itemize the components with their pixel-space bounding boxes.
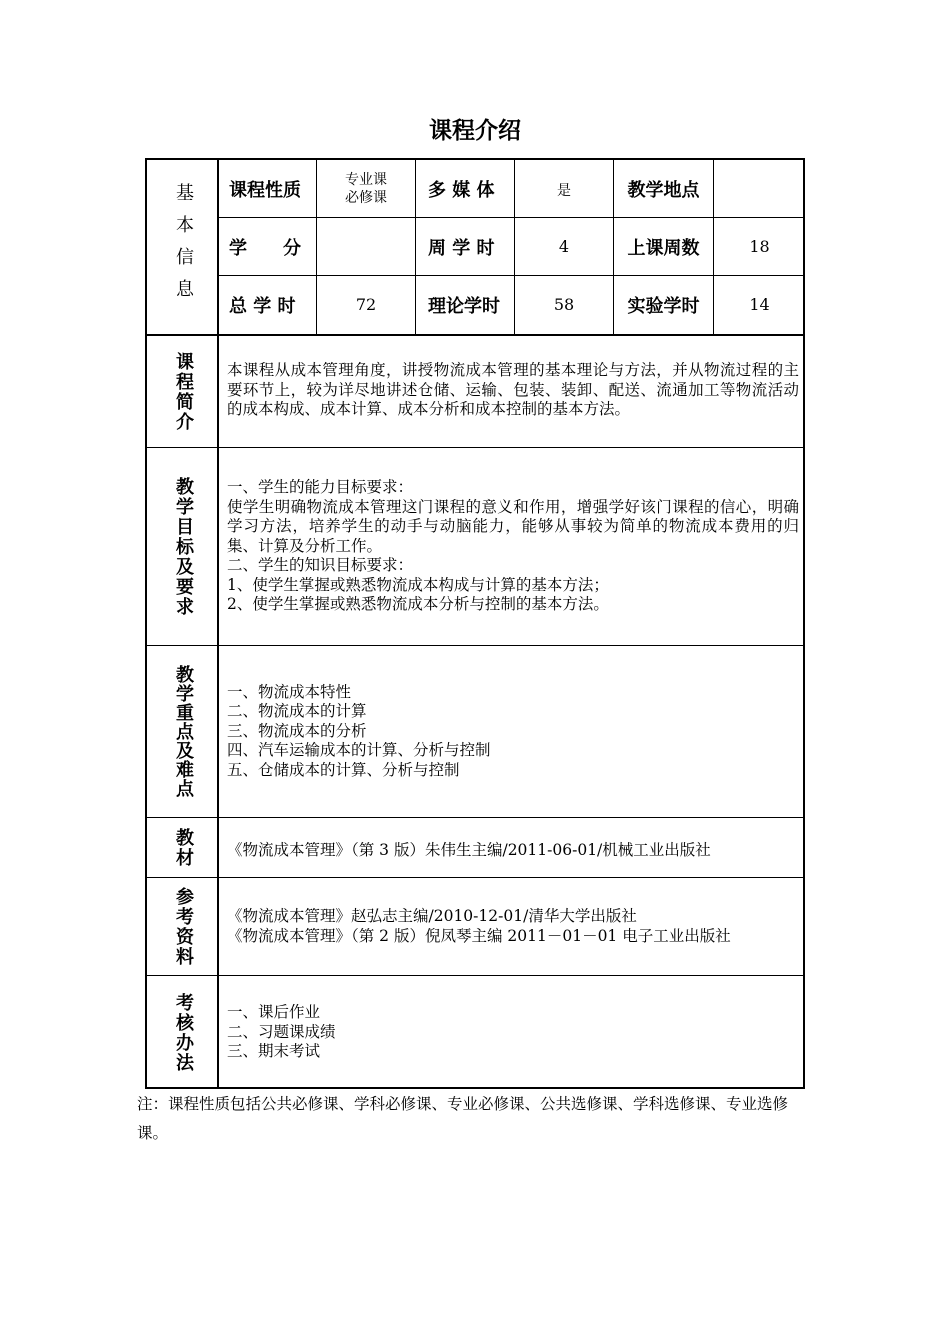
goals-line: 2、使学生掌握或熟悉物流成本分析与控制的基本方法。 [227, 595, 609, 614]
goals-line: 1、使学生掌握或熟悉物流成本构成与计算的基本方法； [227, 575, 609, 594]
references-label [147, 878, 219, 975]
goals-line: 二、学生的知识目标要求： [227, 556, 414, 575]
basic-info-label-text: 基本信息 [173, 183, 194, 311]
course-type-label: 课程性质 [229, 179, 301, 201]
assessment-line: 二、习题课成绩 [227, 1022, 336, 1041]
textbook-line: 《物流成本管理》（第 3 版）朱伟生主编/2011-06-01/机械工业出版社 [227, 840, 711, 859]
course-type-value [317, 160, 415, 217]
goals-text [227, 448, 799, 645]
weeks-label: 上课周数 [627, 237, 700, 259]
location-value [714, 160, 805, 217]
weeks-value: 18 [749, 236, 770, 256]
multimedia-value: 是 [557, 182, 571, 199]
weekly-hours-label: 周 学 时 [428, 237, 495, 259]
goals-label [147, 448, 219, 645]
intro-text [227, 336, 799, 447]
key-points-line: 三、物流成本的分析 [227, 721, 367, 740]
assessment-label-text: 考核办法 [173, 992, 194, 1073]
key-points-line: 一、物流成本特性 [227, 682, 352, 701]
credit-value [317, 218, 415, 275]
location-label: 教学地点 [627, 179, 700, 201]
assessment-line: 一、课后作业 [227, 1003, 321, 1022]
course-info-table [145, 158, 805, 1089]
references-label-text: 参考资料 [173, 886, 194, 967]
references-line: 《物流成本管理》赵弘志主编/2010-12-01/清华大学出版社 [227, 907, 637, 925]
key-points-label-text: 教学重点及难点 [173, 665, 194, 798]
intro-label [147, 336, 219, 447]
references-line: 《物流成本管理》（第 2 版）倪凤琴主编 2011－01－01 电子工业出版社 [227, 926, 731, 945]
key-points-text [227, 646, 797, 817]
theory-hours-label: 理论学时 [428, 296, 500, 317]
course-type-value-line1: 专业课 [345, 171, 387, 188]
lab-hours-label: 实验学时 [627, 296, 700, 317]
total-hours-label: 总 学 时 [229, 296, 296, 317]
weekly-hours-value: 4 [558, 236, 570, 256]
key-points-line: 四、汽车运输成本的计算、分析与控制 [227, 741, 491, 760]
multimedia-label: 多 媒 体 [428, 179, 495, 201]
assessment-text [227, 976, 797, 1089]
intro-label-text: 课程简介 [173, 351, 194, 432]
textbook-label [147, 818, 219, 877]
textbook-text [227, 818, 797, 877]
goals-label-text: 教学目标及要求 [173, 476, 194, 617]
key-points-line: 五、仓储成本的计算、分析与控制 [227, 760, 460, 779]
key-points-line: 二、物流成本的计算 [227, 702, 367, 721]
total-hours-value: 72 [355, 295, 377, 314]
footnote: 注：课程性质包括公共必修课、学科必修课、专业必修课、公共选修课、学科选修课、专业选修课。 [137, 1095, 789, 1142]
lab-hours-value: 14 [749, 295, 770, 314]
assessment-line: 三、期末考试 [227, 1042, 321, 1061]
references-text [227, 878, 797, 975]
basic-info-label [147, 160, 219, 334]
page-title: 课程介绍 [429, 118, 521, 144]
textbook-label-text: 教材 [173, 827, 194, 868]
key-points-label [147, 646, 219, 817]
goals-line: 使学生明确物流成本管理这门课程的意义和作用，增强学好该门课程的信心，明确学习方法，培养学生的动手与动脑能力，能够从事较为简单的物流成本费用的归集、计算及分析工作。 [227, 497, 799, 555]
course-type-value-line2: 必修课 [345, 189, 387, 206]
intro-paragraph: 本课程从成本管理角度，讲授物流成本管理的基本理论与方法，并从物流过程的主要环节上，较为详尽地讲述仓储、运输、包装、装卸、配送、流通加工等物流活动的成本构成、成本计算、成本分析和成本控制的基本方法。 [227, 361, 799, 418]
theory-hours-value: 58 [553, 295, 575, 314]
assessment-label [147, 976, 219, 1089]
goals-line: 一、学生的能力目标要求： [227, 478, 414, 497]
credit-label: 学 分 [229, 237, 301, 259]
